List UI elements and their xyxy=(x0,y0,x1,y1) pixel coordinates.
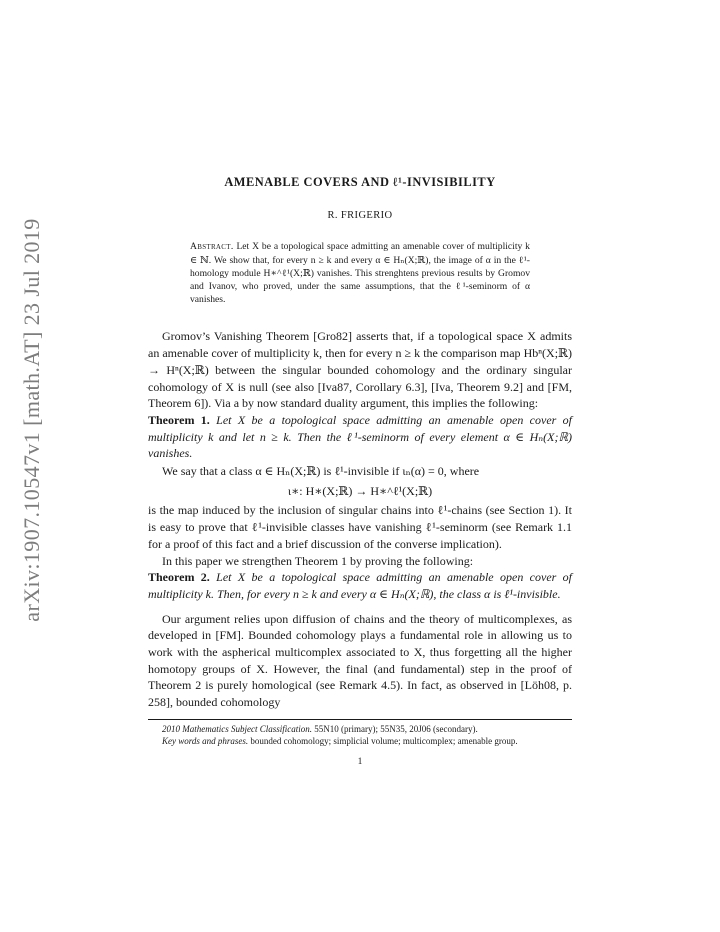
keywords-label: Key words and phrases. xyxy=(162,736,249,747)
arxiv-sidebar xyxy=(4,170,60,670)
definition-paragraph: We say that a class α ∈ Hₙ(X;ℝ) is ℓ¹-invisible if ιₙ(α) = 0, where xyxy=(162,464,480,479)
display-equation: ι∗: H∗(X;ℝ) → H∗^ℓ¹(X;ℝ) xyxy=(287,483,433,498)
arxiv-identifier: arXiv:1907.10547v1 [math.AT] 23 Jul 2019 xyxy=(19,218,44,622)
paper-page xyxy=(148,170,572,771)
strengthen-paragraph: In this paper we strengthen Theorem 1 by proving the following: xyxy=(162,553,474,568)
intro-paragraph: Gromov’s Vanishing Theorem [Gro82] asserts that, if a topological space X admits an amenable cover of multiplicity k, then for every n ≥ k the comparison map Hbⁿ(X;ℝ) → Hⁿ(X;ℝ) between the singular bounded cohomology and the ordinary singular cohomology of X is null (see also [Iva87, Corollary 6.3], [Iva, Theorem 9.2] and [FM, Theorem 6]). Via a by now standard duality argument, this implies the following: xyxy=(148,329,572,411)
theorem-1-label: Theorem 1. xyxy=(148,412,210,427)
theorem-2-label: Theorem 2. xyxy=(148,570,210,585)
page-number: 1 xyxy=(357,756,363,767)
theorem-2-statement: Let X be a topological space admitting an amenable open cover of multiplicity k. Then, for every n ≥ k and every α ∈ Hₙ(X;ℝ), the class α is ℓ¹-invisible. xyxy=(148,570,573,601)
msc-footnote xyxy=(148,723,572,736)
theorem-1 xyxy=(148,412,572,462)
theorem-2 xyxy=(148,569,572,602)
paper-author: R. FRIGERIO xyxy=(327,209,393,221)
argument-paragraph: Our argument relies upon diffusion of chains and the theory of multicomplexes, as developed in [FM]. Bounded cohomology plays a fundamental role in allowing us to work with the aspherical multicomplex associated to X, thus forgetting all the higher homotopy groups of X. However, the final (and fundamental) step in the proof of Theorem 2 is purely homological (see Remark 4.5). In fact, as observed in [Löh08, p. 258], bounded cohomology xyxy=(148,611,572,710)
abstract-label: Abstract. xyxy=(190,241,234,253)
msc-codes: 55N10 (primary); 55N35, 20J06 (secondary). xyxy=(314,723,478,734)
invisibility-paragraph: is the map induced by the inclusion of singular chains into ℓ¹-chains (see Section 1). It is easy to prove that ℓ¹-invisible classes have vanishing ℓ¹-seminorm (see Remark 1.1 for a proof of this fact and a brief discussion of the converse implication). xyxy=(148,503,572,551)
footnotes xyxy=(148,719,572,748)
paper-title: AMENABLE COVERS AND ℓ¹-INVISIBILITY xyxy=(224,175,496,189)
abstract xyxy=(190,240,530,306)
keywords-footnote xyxy=(148,735,572,748)
theorem-1-statement: Let X be a topological space admitting an amenable open cover of multiplicity k and let n ≥ k. Then the ℓ¹-seminorm of every element α ∈ Hₙ(X;ℝ) vanishes. xyxy=(148,412,573,461)
msc-label: 2010 Mathematics Subject Classification. xyxy=(162,723,312,734)
abstract-text: Let X be a topological space admitting an amenable cover of multiplicity k ∈ ℕ. We show that, for every n ≥ k and every α ∈ Hₙ(X;ℝ), the image of α in the ℓ¹-homology module H∗^ℓ¹(X;ℝ) vanishes. This strenghtens previous results by Gromov and Ivanov, who proved, under the same assumptions, that the ℓ¹-seminorm of α vanishes. xyxy=(190,241,530,306)
keywords-text: bounded cohomology; simplicial volume; multicomplex; amenable group. xyxy=(250,736,518,747)
